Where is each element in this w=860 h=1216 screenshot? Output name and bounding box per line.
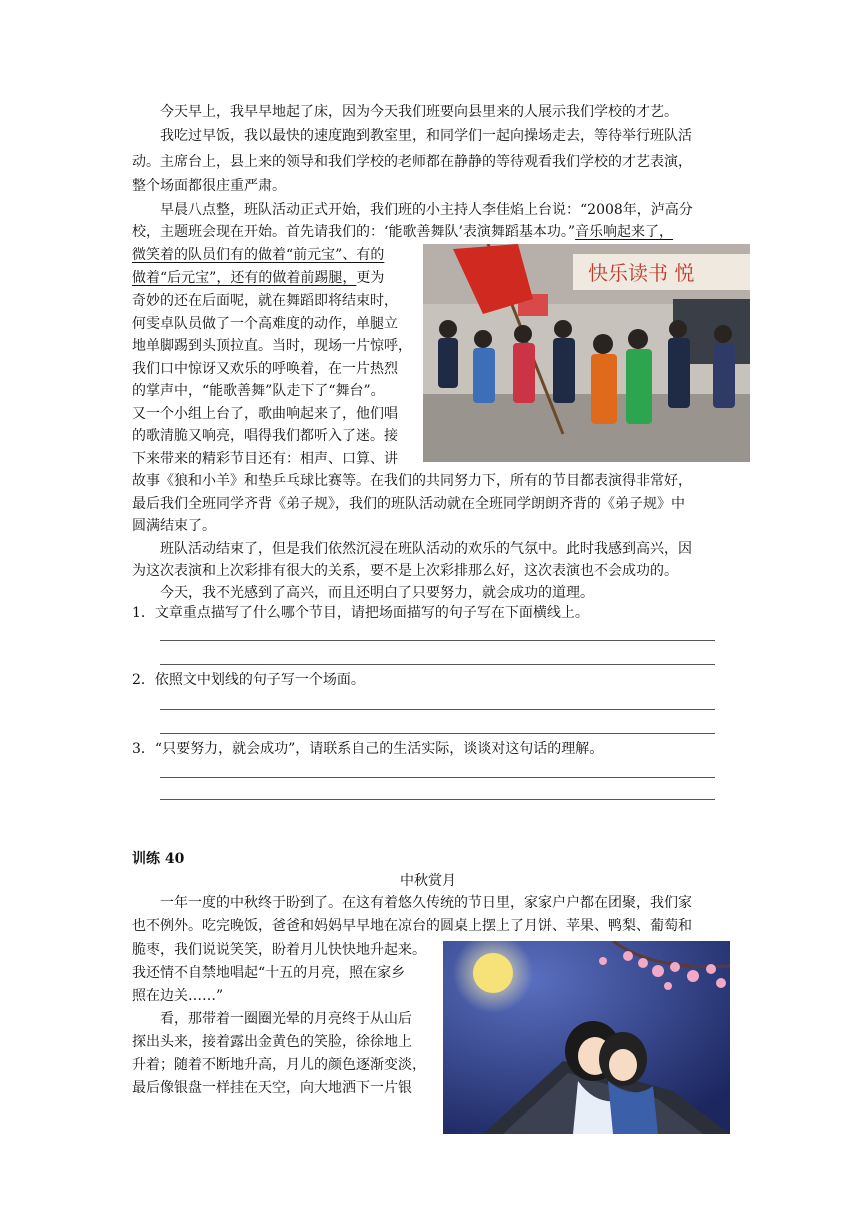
question-number: 2． xyxy=(132,672,155,688)
banner-text: 快乐读书 悦 xyxy=(588,261,695,285)
paragraph-3-line-2 xyxy=(132,222,673,242)
classroom-photo xyxy=(423,244,750,462)
paragraph-3-wrap-6: 又一个小组上台了，歌曲响起来了，他们唱 xyxy=(132,406,398,422)
paragraph-3-full-1: 故事《狼和小羊》和垫乒乓球比赛等。在我们的共同努力下，所有的节目都表演得非常好， xyxy=(132,473,692,489)
answer-line[interactable] xyxy=(160,733,715,734)
answer-line[interactable] xyxy=(160,777,715,778)
section2-paragraph-1-line-2: 也不例外。吃完晚饭，爸爸和妈妈早早地在凉台的圆桌上摆上了月饼、苹果、鸭梨、葡萄和 xyxy=(132,918,692,934)
question-1 xyxy=(132,603,589,623)
answer-line[interactable] xyxy=(160,640,715,641)
section-heading: 训练 40 xyxy=(132,851,185,867)
underlined-sentence-part-2: 微笑着的队员们有的做着“前元宝”、有的 xyxy=(132,247,385,263)
paragraph-3-text: 更为 xyxy=(356,270,385,286)
underlined-sentence-part-1: 音乐响起来了， xyxy=(575,224,674,240)
moon-illustration xyxy=(443,941,730,1134)
section2-paragraph-2-wrap-1: 看，那带着一圈圈光晕的月亮终于从山后 xyxy=(160,1011,412,1027)
underlined-sentence-part-3: 做着“后元宝”，还有的做着前踢腿， xyxy=(132,270,357,286)
answer-line[interactable] xyxy=(160,664,715,665)
paragraph-3-wrap-8: 下来带来的精彩节目还有：相声、口算、讲 xyxy=(132,451,398,467)
paragraph-3-full-3: 圆满结束了。 xyxy=(132,518,216,534)
question-number: 3． xyxy=(132,741,155,757)
section2-paragraph-1-wrap-2: 我还情不自禁地唱起“十五的月亮，照在家乡 xyxy=(132,965,406,981)
paragraph-4-line-1: 班队活动结束了，但是我们依然沉浸在班队活动的欢乐的气氛中。此时我感到高兴，因 xyxy=(160,541,692,557)
question-number: 1． xyxy=(132,605,155,621)
paragraph-4-line-2: 为这次表演和上次彩排有很大的关系，要不是上次彩排那么好，这次表演也不会成功的。 xyxy=(132,563,678,579)
paragraph-3-line-1: 早晨八点整，班队活动正式开始，我们班的小主持人李佳焰上台说：“2008年，泸高分 xyxy=(160,202,693,218)
paragraph-3-wrap-1: 奇妙的还在后面呢，就在舞蹈即将结束时， xyxy=(132,293,398,309)
question-3 xyxy=(132,739,603,759)
question-2 xyxy=(132,670,365,690)
question-text: 依照文中划线的句子写一个场面。 xyxy=(154,672,365,688)
paragraph-2-line-2: 动。主席台上，县上来的领导和我们学校的老师都在静静的等待观看我们学校的才艺表演， xyxy=(132,154,692,170)
paragraph-1: 今天早上，我早早地起了床，因为今天我们班要向县里来的人展示我们学校的才艺。 xyxy=(160,104,678,120)
section2-paragraph-1-wrap-1: 脆枣，我们说说笑笑，盼着月儿快快地升起来。 xyxy=(132,942,426,958)
paragraph-3-wrap-3: 地单脚踢到头顶拉直。当时，现场一片惊呼， xyxy=(132,338,412,354)
section2-paragraph-2-wrap-4: 最后像银盘一样挂在天空，向大地洒下一片银 xyxy=(132,1080,412,1096)
section2-paragraph-1-wrap-3: 照在边关……” xyxy=(132,988,224,1004)
section2-paragraph-2-wrap-2: 探出头来，接着露出金黄色的笑脸，徐徐地上 xyxy=(132,1034,412,1050)
question-text: 文章重点描写了什么哪个节目，请把场面描写的句子写在下面横线上。 xyxy=(154,605,589,621)
paragraph-3-text: 校，主题班会现在开始。首先请我们的：‘能歌善舞队’表演舞蹈基本功。” xyxy=(132,224,576,240)
paragraph-5: 今天，我不光感到了高兴，而且还明白了只要努力，就会成功的道理。 xyxy=(160,585,594,601)
answer-line[interactable] xyxy=(160,799,715,800)
paragraph-3-wrap-5: 的掌声中，“能歌善舞”队走下了“舞台”。 xyxy=(132,383,385,399)
paragraph-3-line-4 xyxy=(132,268,384,288)
section2-paragraph-2-wrap-3: 升着；随着不断地升高，月儿的颜色逐渐变淡， xyxy=(132,1057,426,1073)
article-title: 中秋赏月 xyxy=(400,873,456,889)
full-moon-icon xyxy=(473,953,513,993)
paragraph-3-wrap-4: 我们口中惊讶又欢乐的呼唤着，在一片热烈 xyxy=(132,361,398,377)
paragraph-3-wrap-2: 何雯卓队员做了一个高难度的动作，单腿立 xyxy=(132,316,398,332)
paragraph-3-full-2: 最后我们全班同学齐背《弟子规》，我们的班队活动就在全班同学朗朗齐背的《弟子规》中 xyxy=(132,496,685,512)
paragraph-2-line-3: 整个场面都很庄重严肃。 xyxy=(132,178,286,194)
section2-paragraph-1-line-1: 一年一度的中秋终于盼到了。在这有着悠久传统的节日里，家家户户都在团聚，我们家 xyxy=(160,895,692,911)
paragraph-2-line-1: 我吃过早饭，我以最快的速度跑到教室里，和同学们一起向操场走去，等待举行班队活 xyxy=(160,128,692,144)
answer-line[interactable] xyxy=(160,709,715,710)
question-text: “只要努力，就会成功”，请联系自己的生活实际，谈谈对这句话的理解。 xyxy=(154,741,604,757)
paragraph-3-wrap-7: 的歌清脆又响亮，唱得我们都听入了迷。接 xyxy=(132,428,398,444)
